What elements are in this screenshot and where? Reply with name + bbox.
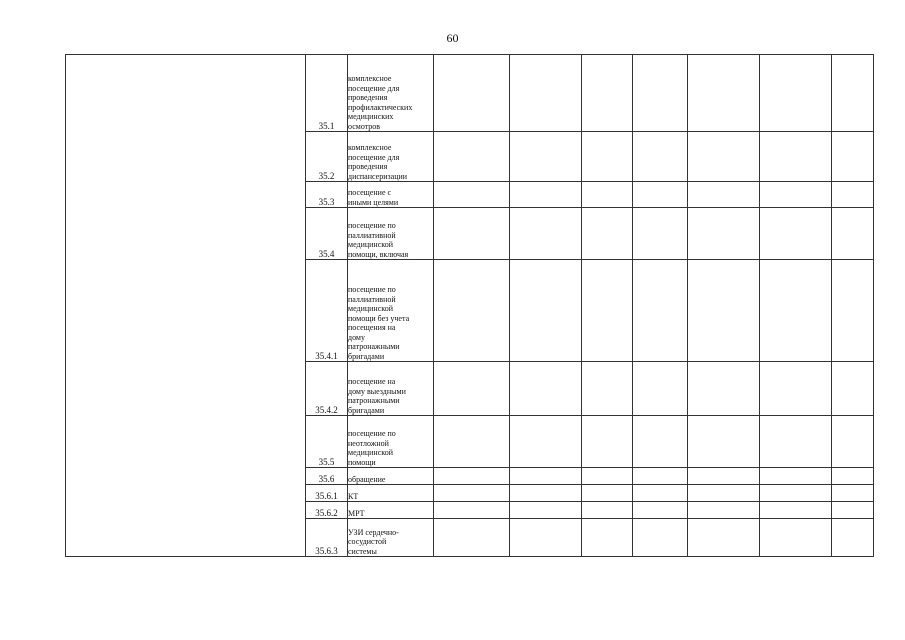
row-code: 35.4.2: [306, 362, 348, 416]
empty-cell: [510, 468, 582, 485]
row-name: комплексное посещение для проведения профилактических медицинских осмотров: [348, 55, 434, 132]
empty-cell: [760, 485, 832, 502]
empty-cell: [760, 362, 832, 416]
empty-cell: [434, 182, 510, 208]
empty-cell: [832, 485, 874, 502]
row-name: УЗИ сердечно- сосудистой системы: [348, 519, 434, 557]
empty-cell: [633, 182, 688, 208]
empty-cell: [760, 208, 832, 260]
empty-cell: [582, 468, 633, 485]
empty-cell: [688, 485, 760, 502]
empty-cell: [510, 132, 582, 182]
empty-cell: [688, 468, 760, 485]
empty-cell: [832, 416, 874, 468]
empty-cell: [582, 519, 633, 557]
empty-cell: [582, 362, 633, 416]
empty-cell: [760, 416, 832, 468]
row-code: 35.1: [306, 55, 348, 132]
empty-cell: [633, 416, 688, 468]
empty-cell: [832, 502, 874, 519]
merged-blank-cell: [66, 55, 306, 557]
empty-cell: [832, 362, 874, 416]
empty-cell: [582, 416, 633, 468]
row-name: КТ: [348, 485, 434, 502]
row-name: посещение по неотложной медицинской помощи: [348, 416, 434, 468]
row-name: посещение на дому выездными патронажными бригадами: [348, 362, 434, 416]
empty-cell: [510, 502, 582, 519]
empty-cell: [760, 502, 832, 519]
empty-cell: [434, 55, 510, 132]
empty-cell: [832, 55, 874, 132]
empty-cell: [434, 208, 510, 260]
empty-cell: [510, 208, 582, 260]
empty-cell: [434, 502, 510, 519]
row-name: МРТ: [348, 502, 434, 519]
empty-cell: [760, 182, 832, 208]
empty-cell: [633, 260, 688, 362]
row-code: 35.6.1: [306, 485, 348, 502]
empty-cell: [582, 260, 633, 362]
empty-cell: [760, 55, 832, 132]
empty-cell: [688, 208, 760, 260]
empty-cell: [510, 362, 582, 416]
table-row: [66, 55, 874, 132]
empty-cell: [633, 468, 688, 485]
empty-cell: [688, 519, 760, 557]
empty-cell: [633, 362, 688, 416]
data-table: [65, 54, 874, 557]
empty-cell: [582, 485, 633, 502]
empty-cell: [510, 55, 582, 132]
empty-cell: [688, 260, 760, 362]
empty-cell: [832, 208, 874, 260]
empty-cell: [434, 260, 510, 362]
empty-cell: [582, 502, 633, 519]
row-code: 35.4.1: [306, 260, 348, 362]
empty-cell: [760, 260, 832, 362]
row-code: 35.6.3: [306, 519, 348, 557]
row-code: 35.6.2: [306, 502, 348, 519]
empty-cell: [688, 182, 760, 208]
empty-cell: [832, 260, 874, 362]
empty-cell: [510, 485, 582, 502]
row-name: обращение: [348, 468, 434, 485]
empty-cell: [510, 260, 582, 362]
empty-cell: [434, 519, 510, 557]
empty-cell: [633, 55, 688, 132]
empty-cell: [510, 519, 582, 557]
empty-cell: [582, 55, 633, 132]
row-name: посещение по паллиативной медицинской помощи, включая: [348, 208, 434, 260]
empty-cell: [832, 519, 874, 557]
row-code: 35.4: [306, 208, 348, 260]
empty-cell: [688, 416, 760, 468]
empty-cell: [760, 468, 832, 485]
empty-cell: [510, 182, 582, 208]
empty-cell: [582, 132, 633, 182]
empty-cell: [633, 485, 688, 502]
empty-cell: [434, 485, 510, 502]
empty-cell: [832, 182, 874, 208]
empty-cell: [633, 502, 688, 519]
empty-cell: [760, 132, 832, 182]
empty-cell: [434, 416, 510, 468]
row-name: посещение с иными целями: [348, 182, 434, 208]
empty-cell: [688, 132, 760, 182]
empty-cell: [633, 519, 688, 557]
empty-cell: [633, 132, 688, 182]
page-number: 60: [446, 31, 459, 45]
empty-cell: [688, 55, 760, 132]
empty-cell: [434, 468, 510, 485]
empty-cell: [633, 208, 688, 260]
row-code: 35.3: [306, 182, 348, 208]
empty-cell: [688, 502, 760, 519]
row-code: 35.5: [306, 416, 348, 468]
row-name: комплексное посещение для проведения диспансеризации: [348, 132, 434, 182]
empty-cell: [832, 132, 874, 182]
empty-cell: [688, 362, 760, 416]
row-name: посещение по паллиативной медицинской помощи без учета посещения на дому патронажными бригадами: [348, 260, 434, 362]
empty-cell: [434, 132, 510, 182]
empty-cell: [760, 519, 832, 557]
empty-cell: [832, 468, 874, 485]
empty-cell: [434, 362, 510, 416]
row-code: 35.2: [306, 132, 348, 182]
row-code: 35.6: [306, 468, 348, 485]
empty-cell: [510, 416, 582, 468]
empty-cell: [582, 208, 633, 260]
empty-cell: [582, 182, 633, 208]
